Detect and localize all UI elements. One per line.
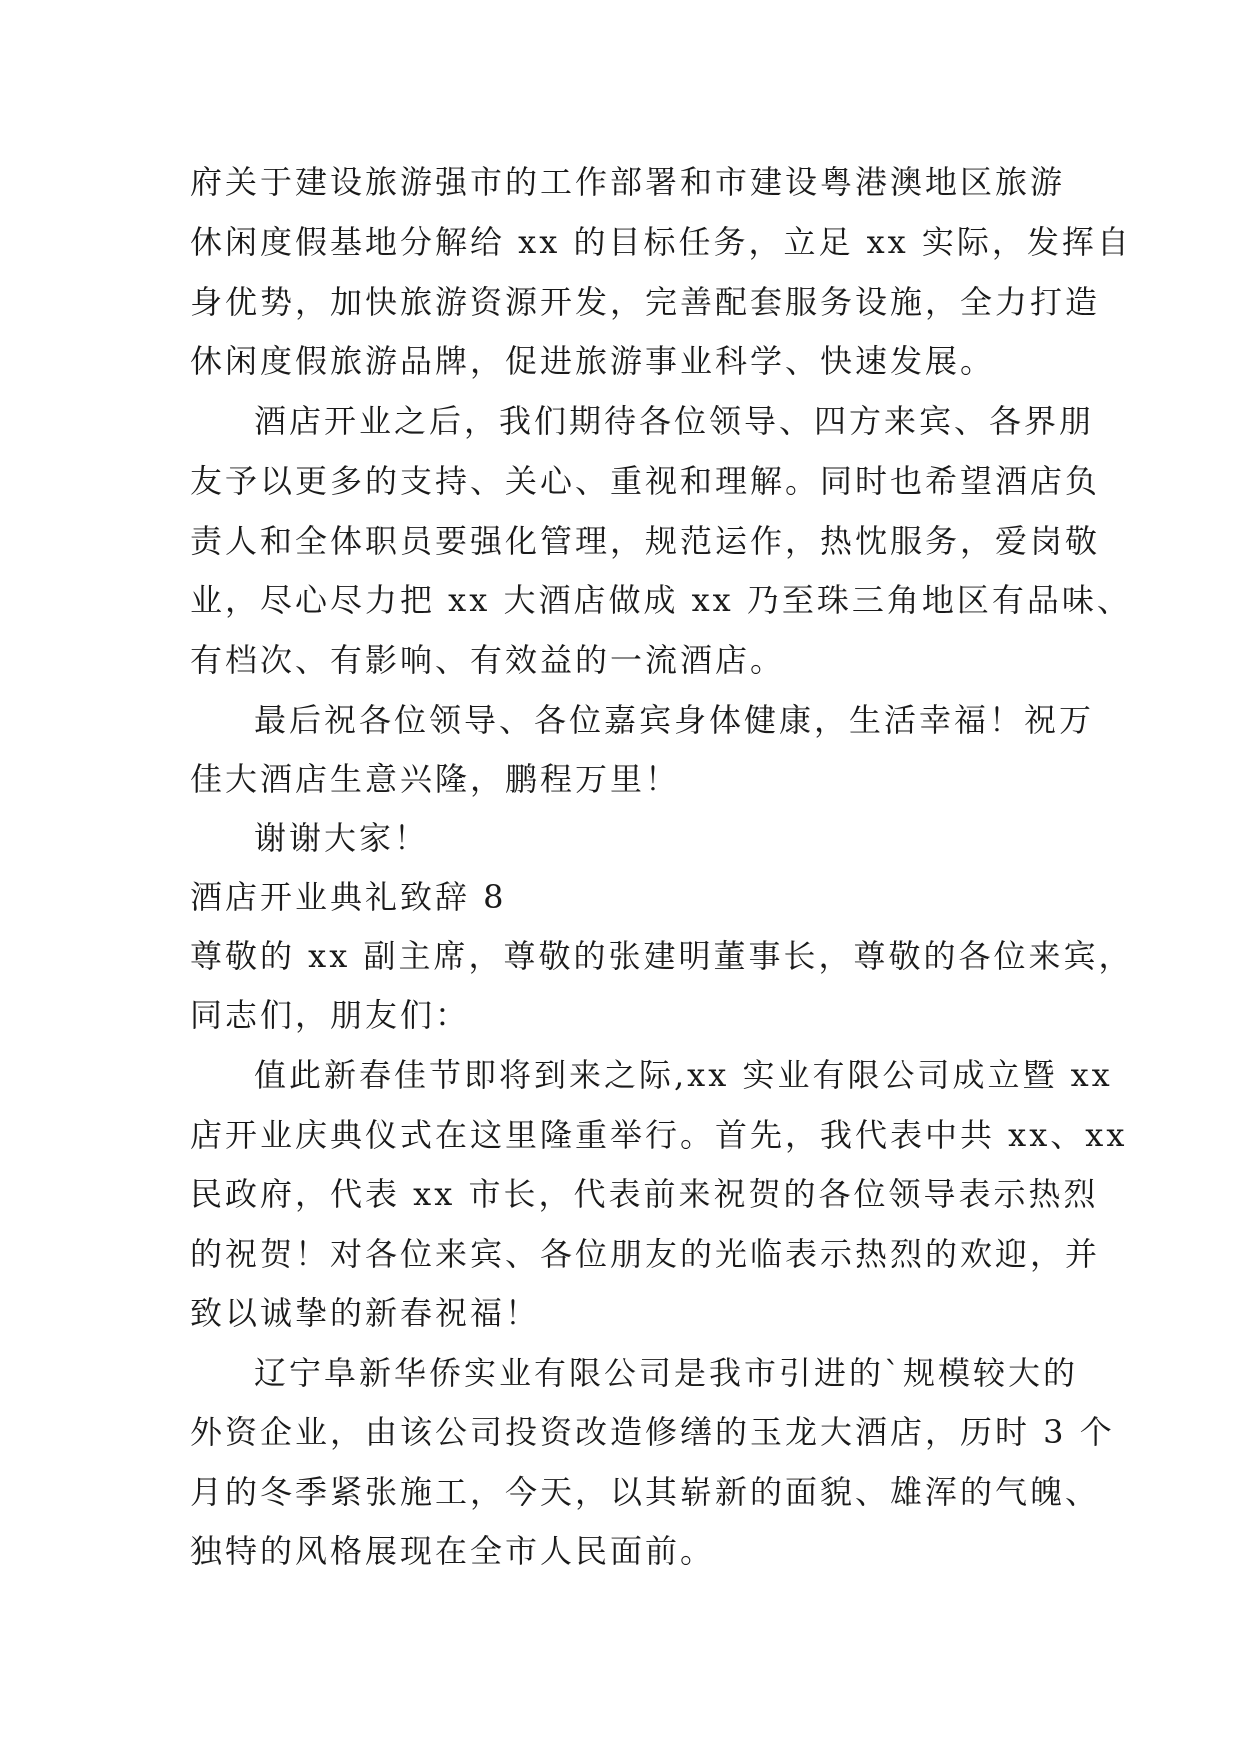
text-line: 身优势，加快旅游资源开发，完善配套服务设施，全力打造 — [190, 283, 1101, 321]
text-line: 月的冬季紧张施工，今天，以其崭新的面貌、雄浑的气魄、 — [190, 1473, 1101, 1511]
text-line: 休闲度假基地分解给 xx 的目标任务，立足 xx 实际，发挥自 — [190, 223, 1132, 261]
text-line: 休闲度假旅游品牌，促进旅游事业科学、快速发展。 — [190, 342, 996, 380]
salutation-line: 尊敬的 xx 副主席，尊敬的张建明董事长，尊敬的各位来宾， — [190, 937, 1134, 975]
text-line: 有档次、有影响、有效益的一流酒店。 — [190, 641, 786, 679]
text-line: 值此新春佳节即将到来之际,xx 实业有限公司成立暨 xx — [254, 1056, 1113, 1094]
text-line: 酒店开业之后，我们期待各位领导、四方来宾、各界朋 — [254, 402, 1095, 440]
text-line: 独特的风格展现在全市人民面前。 — [190, 1532, 716, 1570]
text-line: 外资企业，由该公司投资改造修缮的玉龙大酒店，历时 3 个 — [190, 1413, 1115, 1451]
salutation-line: 同志们，朋友们： — [190, 996, 471, 1034]
text-line: 致以诚挚的新春祝福！ — [190, 1294, 541, 1332]
section-heading: 酒店开业典礼致辞 8 — [190, 878, 507, 916]
text-line: 佳大酒店生意兴隆，鹏程万里！ — [190, 760, 681, 798]
text-line: 的祝贺！对各位来宾、各位朋友的光临表示热烈的欢迎，并 — [190, 1235, 1101, 1273]
text-line: 友予以更多的支持、关心、重视和理解。同时也希望酒店负 — [190, 462, 1101, 500]
text-line: 业，尽心尽力把 xx 大酒店做成 xx 乃至珠三角地区有品味、 — [190, 581, 1132, 619]
text-line: 民政府，代表 xx 市长，代表前来祝贺的各位领导表示热烈 — [190, 1175, 1099, 1213]
text-line: 辽宁阜新华侨实业有限公司是我市引进的`规模较大的 — [254, 1354, 1079, 1392]
text-line: 责人和全体职员要强化管理，规范运作，热忱服务，爱岗敬 — [190, 522, 1101, 560]
text-line: 店开业庆典仪式在这里隆重举行。首先，我代表中共 xx、xx — [190, 1116, 1128, 1154]
text-line: 谢谢大家！ — [254, 819, 430, 857]
text-line: 最后祝各位领导、各位嘉宾身体健康，生活幸福！祝万 — [254, 701, 1095, 739]
text-line: 府关于建设旅游强市的工作部署和市建设粤港澳地区旅游 — [190, 163, 1066, 201]
